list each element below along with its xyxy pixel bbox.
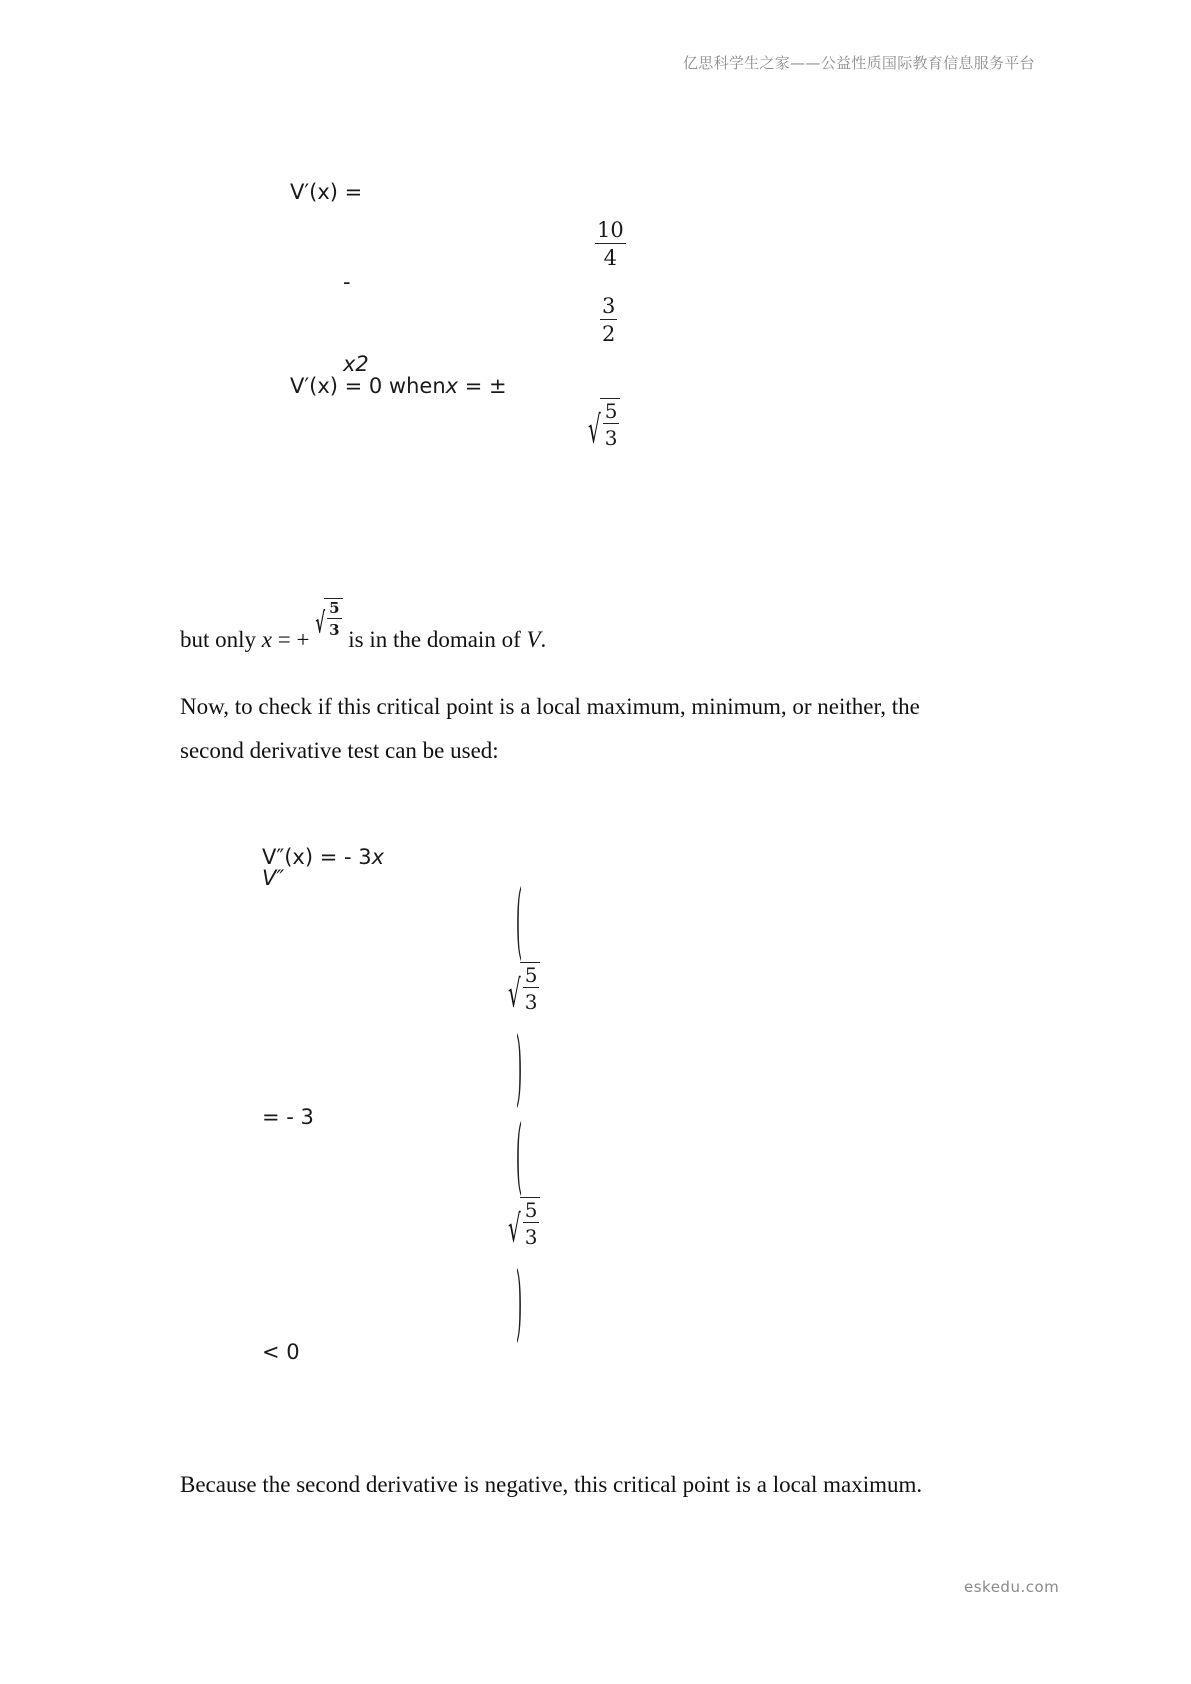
radicand: [324, 598, 342, 638]
fraction-denominator: 3: [524, 990, 538, 1014]
sqrt-five-thirds-1: [508, 962, 540, 1016]
x-squared-term: x2: [343, 352, 369, 376]
open-paren-1: (: [515, 874, 523, 969]
critical-point-equation: [290, 374, 507, 398]
radicand-fraction: [603, 401, 620, 448]
second-derivative-label: V″: [262, 866, 285, 890]
fraction-numerator: 5: [604, 399, 618, 423]
fraction-numerator: 5: [524, 1198, 538, 1222]
radical-sign: √: [588, 406, 601, 452]
fraction-denominator: 3: [604, 426, 618, 450]
second-derivative-intro-line-1: Now, to check if this critical point is a local maximum, minimum, or neither, the: [180, 694, 920, 719]
radicand: [520, 962, 541, 1012]
sqrt-five-thirds: [588, 398, 620, 452]
fraction-10-over-4: [595, 220, 626, 269]
less-than-zero: < 0: [262, 1340, 300, 1364]
radicand-fraction: [327, 601, 341, 638]
fraction-numerator: 5: [329, 599, 340, 617]
domain-text-end: .: [540, 627, 547, 652]
radical-sign: √: [315, 605, 326, 640]
fraction-denominator: 4: [603, 246, 618, 270]
fraction-denominator: 2: [602, 322, 616, 346]
fraction-numerator: 3: [602, 294, 616, 318]
radicand-fraction: [523, 1200, 540, 1247]
domain-paragraph: [180, 599, 547, 653]
close-paren-2: ): [515, 1256, 523, 1351]
page-footer: eskedu.com: [964, 1578, 1060, 1596]
critical-point-variable: x: [445, 374, 459, 398]
minus-sign: -: [343, 270, 351, 294]
fraction-denominator: 3: [524, 1225, 538, 1249]
fraction-3-over-2: [600, 296, 617, 345]
radicand: [600, 398, 621, 448]
domain-var-x: x: [261, 627, 272, 652]
radical-sign: √: [508, 1205, 521, 1251]
first-derivative-line: V′(x) =: [290, 180, 363, 204]
fraction-numerator: 5: [524, 963, 538, 987]
critical-point-suffix: = ±: [458, 374, 507, 398]
second-derivative-prefix: V″(x) = - 3: [262, 845, 372, 869]
open-paren-2: (: [515, 1109, 523, 1204]
second-derivative-intro-line-2: second derivative test can be used:: [180, 738, 499, 763]
radicand-fraction: [523, 965, 540, 1012]
radical-sign: √: [508, 970, 521, 1016]
second-derivative-variable: x: [371, 845, 385, 869]
page-header: 亿思科学生之家——公益性质国际教育信息服务平台: [683, 54, 1035, 72]
sqrt-five-thirds-2: [508, 1197, 540, 1251]
inline-sqrt-five-thirds: [315, 598, 342, 638]
fraction-numerator: 10: [597, 218, 624, 242]
critical-point-prefix: V′(x) = 0 when: [290, 374, 446, 398]
domain-text-before: but only: [180, 627, 262, 652]
conclusion-paragraph: Because the second derivative is negative, this critical point is a local maximum.: [180, 1472, 923, 1497]
fraction-denominator: 3: [329, 621, 340, 639]
domain-var-v: V: [526, 627, 541, 652]
close-paren-1: ): [515, 1021, 523, 1116]
radicand: [520, 1197, 541, 1247]
domain-text-after: is in the domain of: [348, 627, 527, 652]
domain-text-mid: = +: [272, 627, 316, 652]
equals-minus-three: = - 3: [262, 1105, 314, 1129]
